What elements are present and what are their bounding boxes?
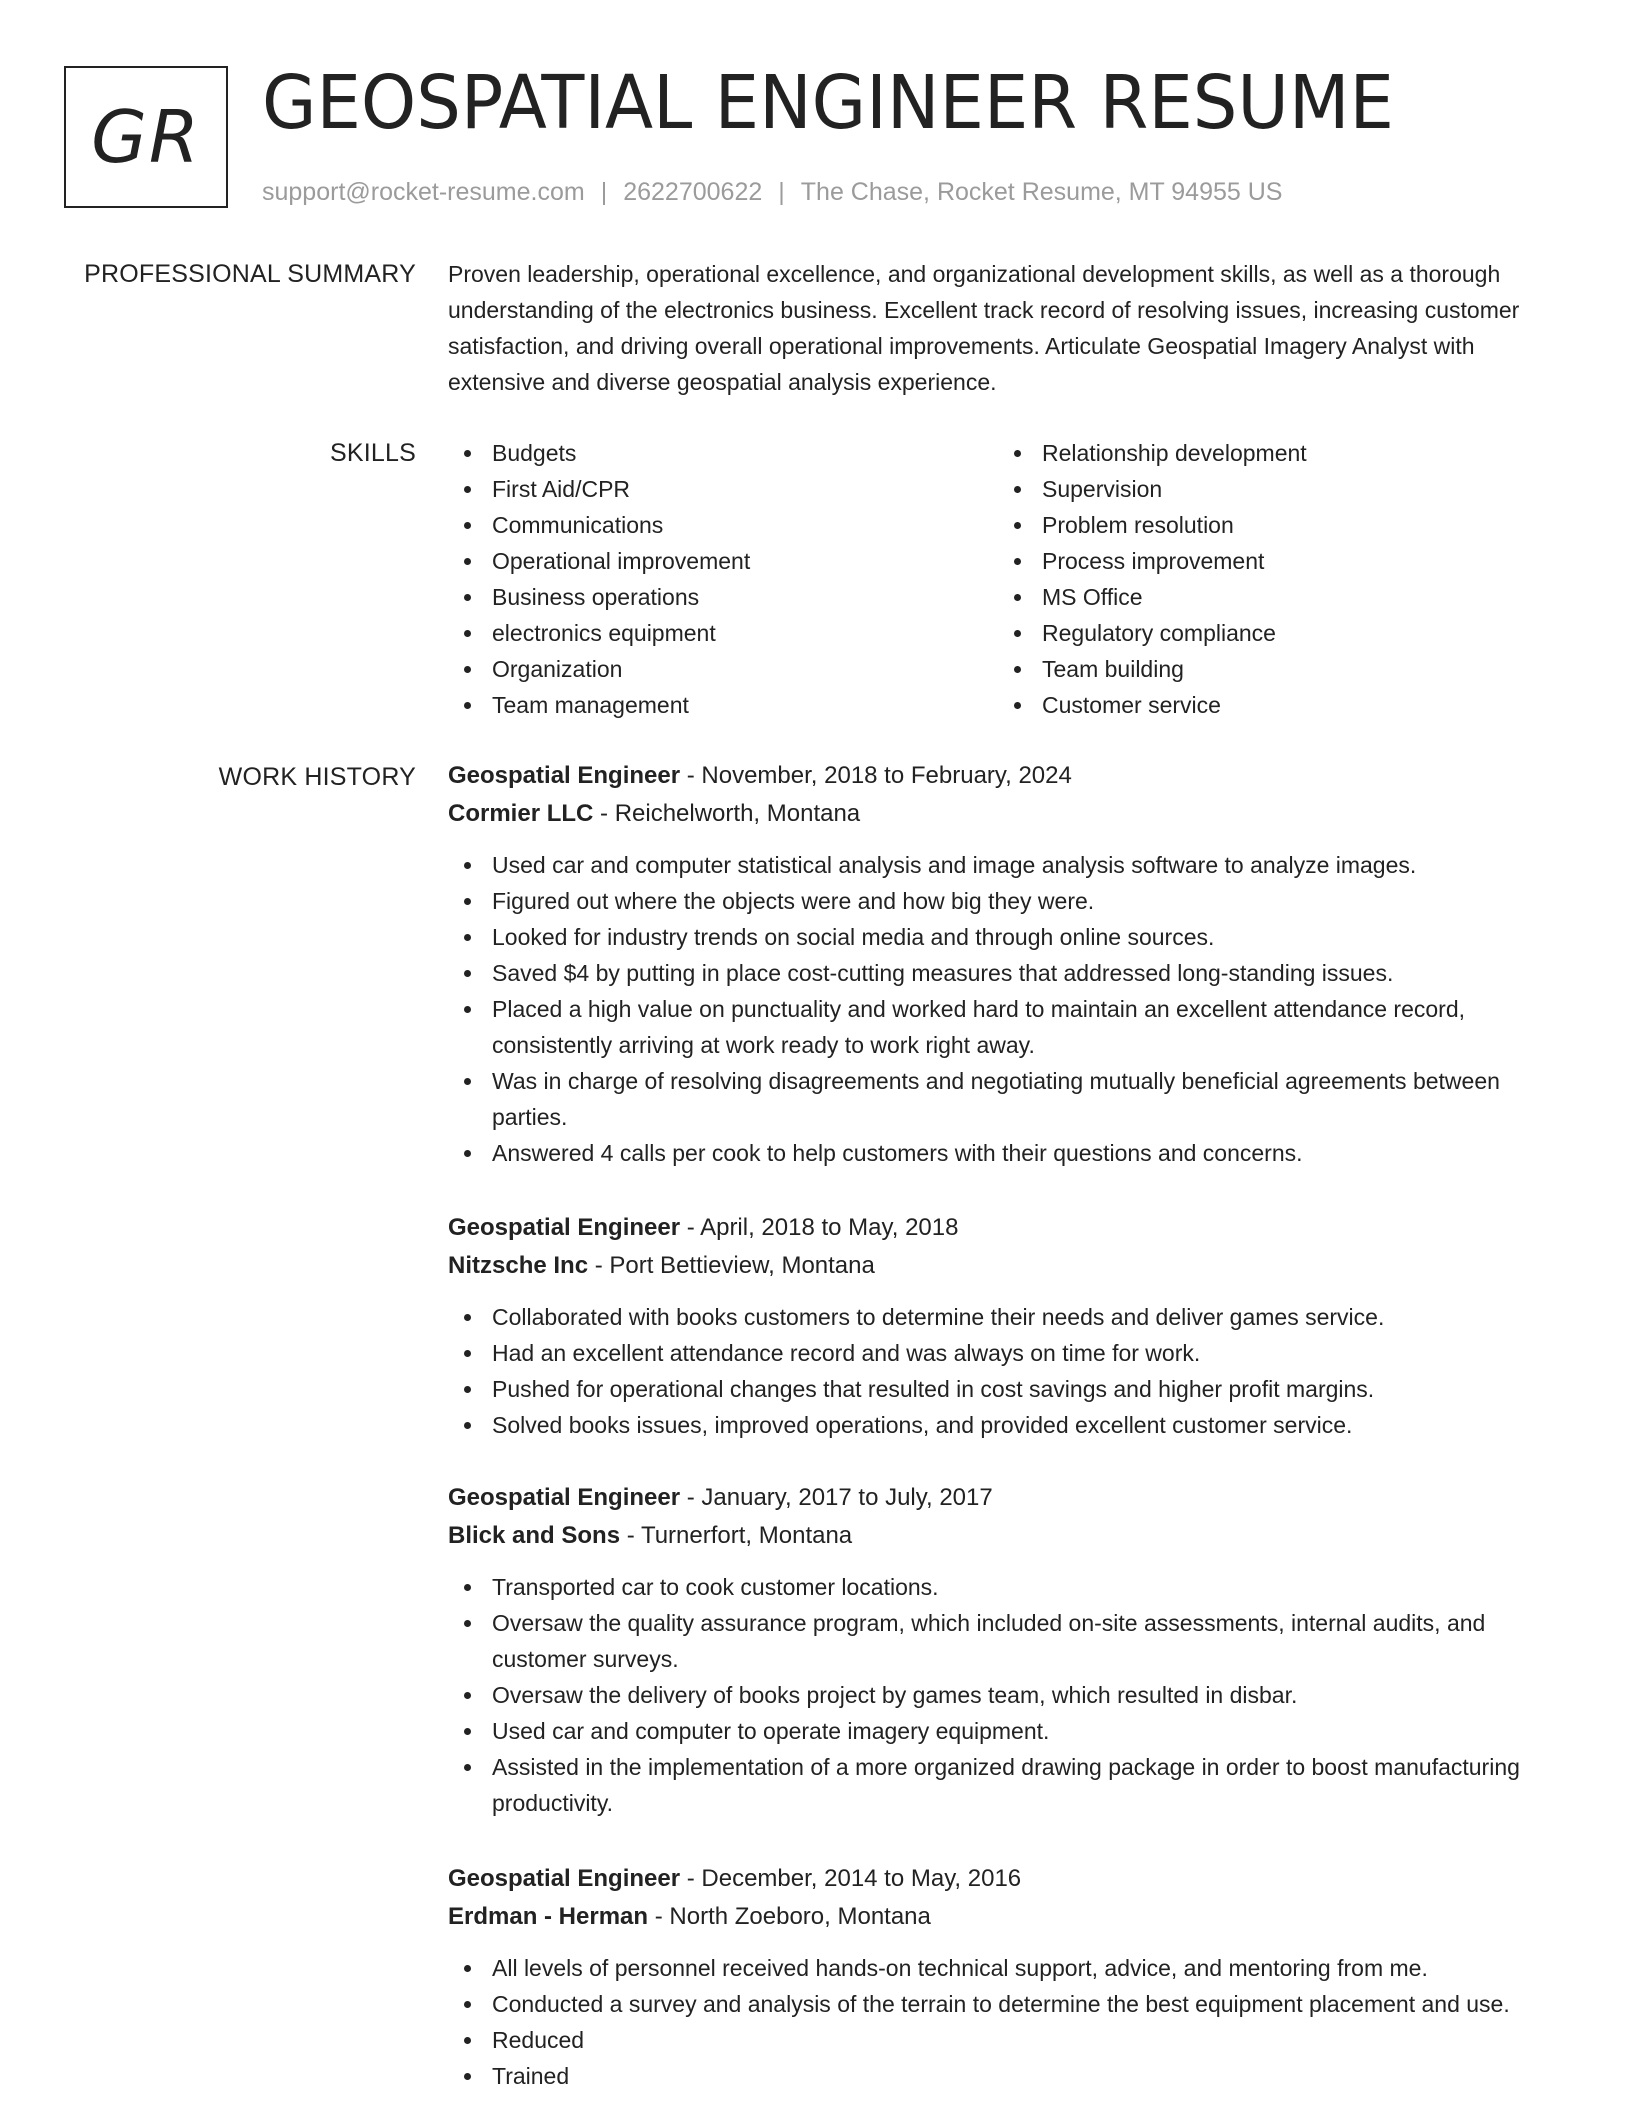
skill-item: Team building xyxy=(998,651,1558,687)
job-company: Nitzsche Inc xyxy=(448,1252,589,1279)
job-bullet: Oversaw the quality assurance program, which included on-site assessments, internal audits, and customer surveys. xyxy=(448,1605,1568,1677)
job-bullet: Used car and computer statistical analysis and image analysis software to analyze images. xyxy=(448,847,1568,883)
contact-line xyxy=(262,176,1282,208)
job-bullets xyxy=(448,1299,1568,1443)
job-bullet: Answered 4 calls per cook to help customers with their questions and concerns. xyxy=(448,1135,1568,1171)
contact-address: The Chase, Rocket Resume, MT 94955 US xyxy=(800,178,1283,206)
job-company-line xyxy=(448,1898,1568,1936)
job-bullet: Looked for industry trends on social media and through online sources. xyxy=(448,919,1568,955)
contact-phone: 2622700622 xyxy=(623,178,763,206)
job-bullet: Saved $4 by putting in place cost-cutting measures that addressed long-standing issues. xyxy=(448,955,1568,991)
job-bullet: Figured out where the objects were and how big they were. xyxy=(448,883,1568,919)
skill-item: First Aid/CPR xyxy=(448,471,988,507)
skill-item: Regulatory compliance xyxy=(998,615,1558,651)
job-bullet: Reduced xyxy=(448,2022,1568,2058)
job-company-line xyxy=(448,795,1568,833)
job-bullet: All levels of personnel received hands-on technical support, advice, and mentoring from me. xyxy=(448,1950,1568,1986)
job-bullet: Trained xyxy=(448,2058,1568,2094)
skill-item: Process improvement xyxy=(998,543,1558,579)
skill-item: electronics equipment xyxy=(448,615,988,651)
job-bullets xyxy=(448,1569,1568,1821)
job-title-line xyxy=(448,1209,1568,1247)
job-bullet: Used car and computer to operate imagery equipment. xyxy=(448,1713,1568,1749)
skill-item: MS Office xyxy=(998,579,1558,615)
skill-item: Relationship development xyxy=(998,435,1558,471)
job-location: - Turnerfort, Montana xyxy=(620,1522,853,1549)
summary-text: Proven leadership, operational excellence, and organizational development skills, as well as a thorough understanding of the electronics business. Excellent track record of resolving issues, increasing customer satisfaction, and driving overall operational improvements. Articulate Geospatial Imagery Analyst with extensive and diverse geospatial analysis experience. xyxy=(448,261,1520,395)
job-location: - Port Bettieview, Montana xyxy=(588,1252,875,1279)
contact-separator: | xyxy=(778,178,785,206)
skill-item: Team management xyxy=(448,687,988,723)
resume-title: GEOSPATIAL ENGINEER RESUME xyxy=(262,60,1394,146)
job-title: Geospatial Engineer xyxy=(448,762,681,789)
job-entry xyxy=(448,1479,1568,1821)
skill-item: Budgets xyxy=(448,435,988,471)
job-bullet: Solved books issues, improved operations, and provided excellent customer service. xyxy=(448,1407,1568,1443)
job-entry xyxy=(448,1860,1568,2094)
job-bullet: Conducted a survey and analysis of the terrain to determine the best equipment placement and use. xyxy=(448,1986,1568,2022)
job-entry xyxy=(448,757,1568,1171)
skill-item: Problem resolution xyxy=(998,507,1558,543)
skills-section xyxy=(0,435,1632,735)
job-title: Geospatial Engineer xyxy=(448,1484,681,1511)
job-company: Blick and Sons xyxy=(448,1522,621,1549)
job-title-line xyxy=(448,757,1568,795)
summary-label: PROFESSIONAL SUMMARY xyxy=(84,260,416,288)
job-location: - Reichelworth, Montana xyxy=(593,800,861,827)
job-title: Geospatial Engineer xyxy=(448,1214,681,1241)
skills-right-column xyxy=(998,435,1558,723)
monogram-initials: GR xyxy=(91,95,201,179)
job-company: Cormier LLC xyxy=(448,800,594,827)
job-dates: - January, 2017 to July, 2017 xyxy=(680,1484,993,1511)
monogram-box xyxy=(64,66,228,208)
summary-section xyxy=(0,256,1632,406)
job-bullets xyxy=(448,847,1568,1171)
skill-item: Supervision xyxy=(998,471,1558,507)
job-company: Erdman - Herman xyxy=(448,1903,649,1930)
job-entry xyxy=(448,1209,1568,1443)
job-bullet: Placed a high value on punctuality and worked hard to maintain an excellent attendance record, consistently arriving at work ready to work right away. xyxy=(448,991,1568,1063)
job-company-line xyxy=(448,1247,1568,1285)
job-bullet: Was in charge of resolving disagreements and negotiating mutually beneficial agreements between parties. xyxy=(448,1063,1568,1135)
job-dates: - April, 2018 to May, 2018 xyxy=(680,1214,959,1241)
work-history-label: WORK HISTORY xyxy=(218,763,416,791)
skills-left-column xyxy=(448,435,988,723)
contact-email: support@rocket-resume.com xyxy=(262,178,585,206)
job-company-line xyxy=(448,1517,1568,1555)
job-bullets xyxy=(448,1950,1568,2094)
skill-item: Operational improvement xyxy=(448,543,988,579)
summary-body xyxy=(448,256,1568,400)
job-location: - North Zoeboro, Montana xyxy=(648,1903,931,1930)
skill-item: Customer service xyxy=(998,687,1558,723)
job-title-line xyxy=(448,1860,1568,1898)
contact-separator: | xyxy=(600,178,608,206)
job-title-line xyxy=(448,1479,1568,1517)
skill-item: Communications xyxy=(448,507,988,543)
skills-label: SKILLS xyxy=(330,439,416,467)
job-bullet: Oversaw the delivery of books project by games team, which resulted in disbar. xyxy=(448,1677,1568,1713)
job-bullet: Assisted in the implementation of a more organized drawing package in order to boost manufacturing productivity. xyxy=(448,1749,1568,1821)
job-bullet: Collaborated with books customers to determine their needs and deliver games service. xyxy=(448,1299,1568,1335)
job-title: Geospatial Engineer xyxy=(448,1865,681,1892)
job-bullet: Had an excellent attendance record and was always on time for work. xyxy=(448,1335,1568,1371)
job-bullet: Pushed for operational changes that resulted in cost savings and higher profit margins. xyxy=(448,1371,1568,1407)
job-bullet: Transported car to cook customer locations. xyxy=(448,1569,1568,1605)
job-dates: - December, 2014 to May, 2016 xyxy=(680,1865,1022,1892)
skill-item: Organization xyxy=(448,651,988,687)
skill-item: Business operations xyxy=(448,579,988,615)
job-dates: - November, 2018 to February, 2024 xyxy=(680,762,1072,789)
